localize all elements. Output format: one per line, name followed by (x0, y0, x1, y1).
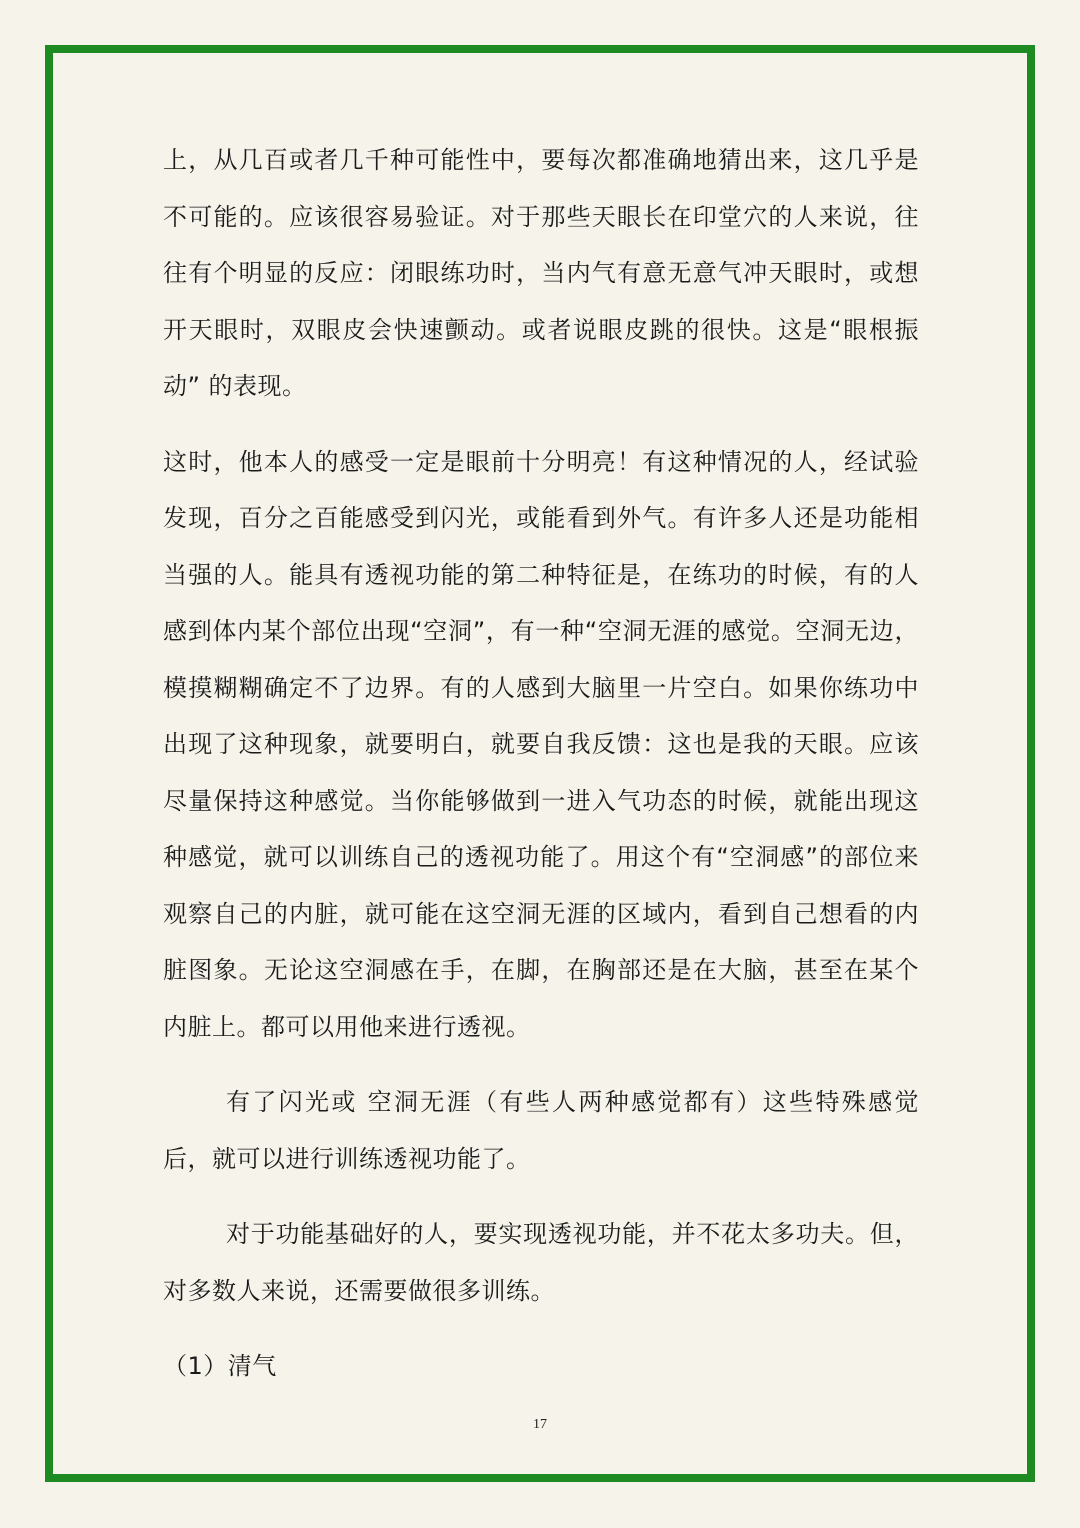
paragraph-3: 有了闪光或 空洞无涯（有些人两种感觉都有）这些特殊感觉后，就可以进行训练透视功能了。 (163, 1088, 919, 1173)
section-heading: （1）清气 (163, 1352, 277, 1380)
paragraph-1: 上，从几百或者几千种可能性中，要每次都准确地猜出来，这几乎是不可能的。应该很容易验证。对于那些天眼长在印堂穴的人来说，往往有个明显的反应：闭眼练功时，当内气有意无意气冲天眼时，或想开天眼时，双眼皮会快速颤动。或者说眼皮跳的很快。这是“眼根振动” 的表现。 (163, 146, 919, 400)
page-number: 17 (533, 1417, 547, 1432)
paragraph-2: 这时，他本人的感受一定是眼前十分明亮！有这种情况的人，经试验发现，百分之百能感受到闪光，或能看到外气。有许多人还是功能相当强的人。能具有透视功能的第二种特征是，在练功的时候，有的人感到体内某个部位出现“空洞”，有一种“空洞无涯的感觉。空洞无边，模摸糊糊确定不了边界。有的人感到大脑里一片空白。如果你练功中出现了这种现象，就要明白，就要自我反馈：这也是我的天眼。应该尽量保持这种感觉。当你能够做到一进入气功态的时候，就能出现这种感觉，就可以训练自己的透视功能了。用这个有“空洞感”的部位来观察自己的内脏，就可能在这空洞无涯的区域内，看到自己想看的内脏图象。无论这空洞感在手，在脚，在胸部还是在大脑，甚至在某个内脏上。都可以用他来进行透视。 (163, 447, 919, 1041)
page-content (163, 132, 919, 1395)
paragraph-4: 对于功能基础好的人，要实现透视功能，并不花太多功夫。但，对多数人来说，还需要做很多训练。 (163, 1220, 919, 1305)
